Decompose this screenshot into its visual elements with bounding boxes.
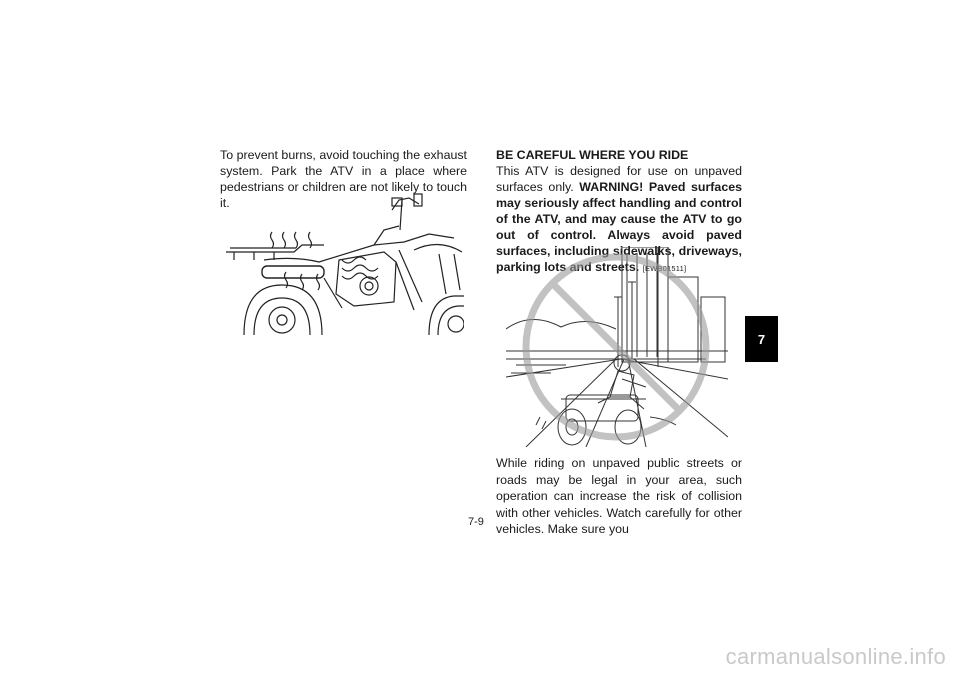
- atv-exhaust-illustration: [224, 190, 464, 335]
- intro-text: This ATV is designed for use on unpaved surfaces only.: [496, 164, 742, 194]
- page-number: 7-9: [468, 516, 484, 528]
- paved-road-prohibition-illustration: [506, 247, 728, 447]
- chapter-tab: 7: [745, 316, 778, 362]
- exhaust-burn-paragraph: To prevent burns, avoid touching the exhaust system. Park the ATV in a place where pedestrians or children are not likely to touch it.: [220, 148, 467, 210]
- section-heading: BE CAREFUL WHERE YOU RIDE: [496, 148, 689, 162]
- site-watermark: carmanualsonline.info: [725, 644, 946, 669]
- warning-code: [EWB01511]: [642, 264, 687, 273]
- warning-text: WARNING! Paved surfaces may seriously affect handling and control of the ATV, and may cause the ATV to go out of control. Always avoid paved surfaces, including sidewalks, driveways, parking lots and streets.: [496, 180, 742, 274]
- public-streets-paragraph: While riding on unpaved public streets or roads may be legal in your area, such operation can increase the risk of collision with other vehicles. Watch carefully for other vehicles. Make sure you: [496, 456, 742, 536]
